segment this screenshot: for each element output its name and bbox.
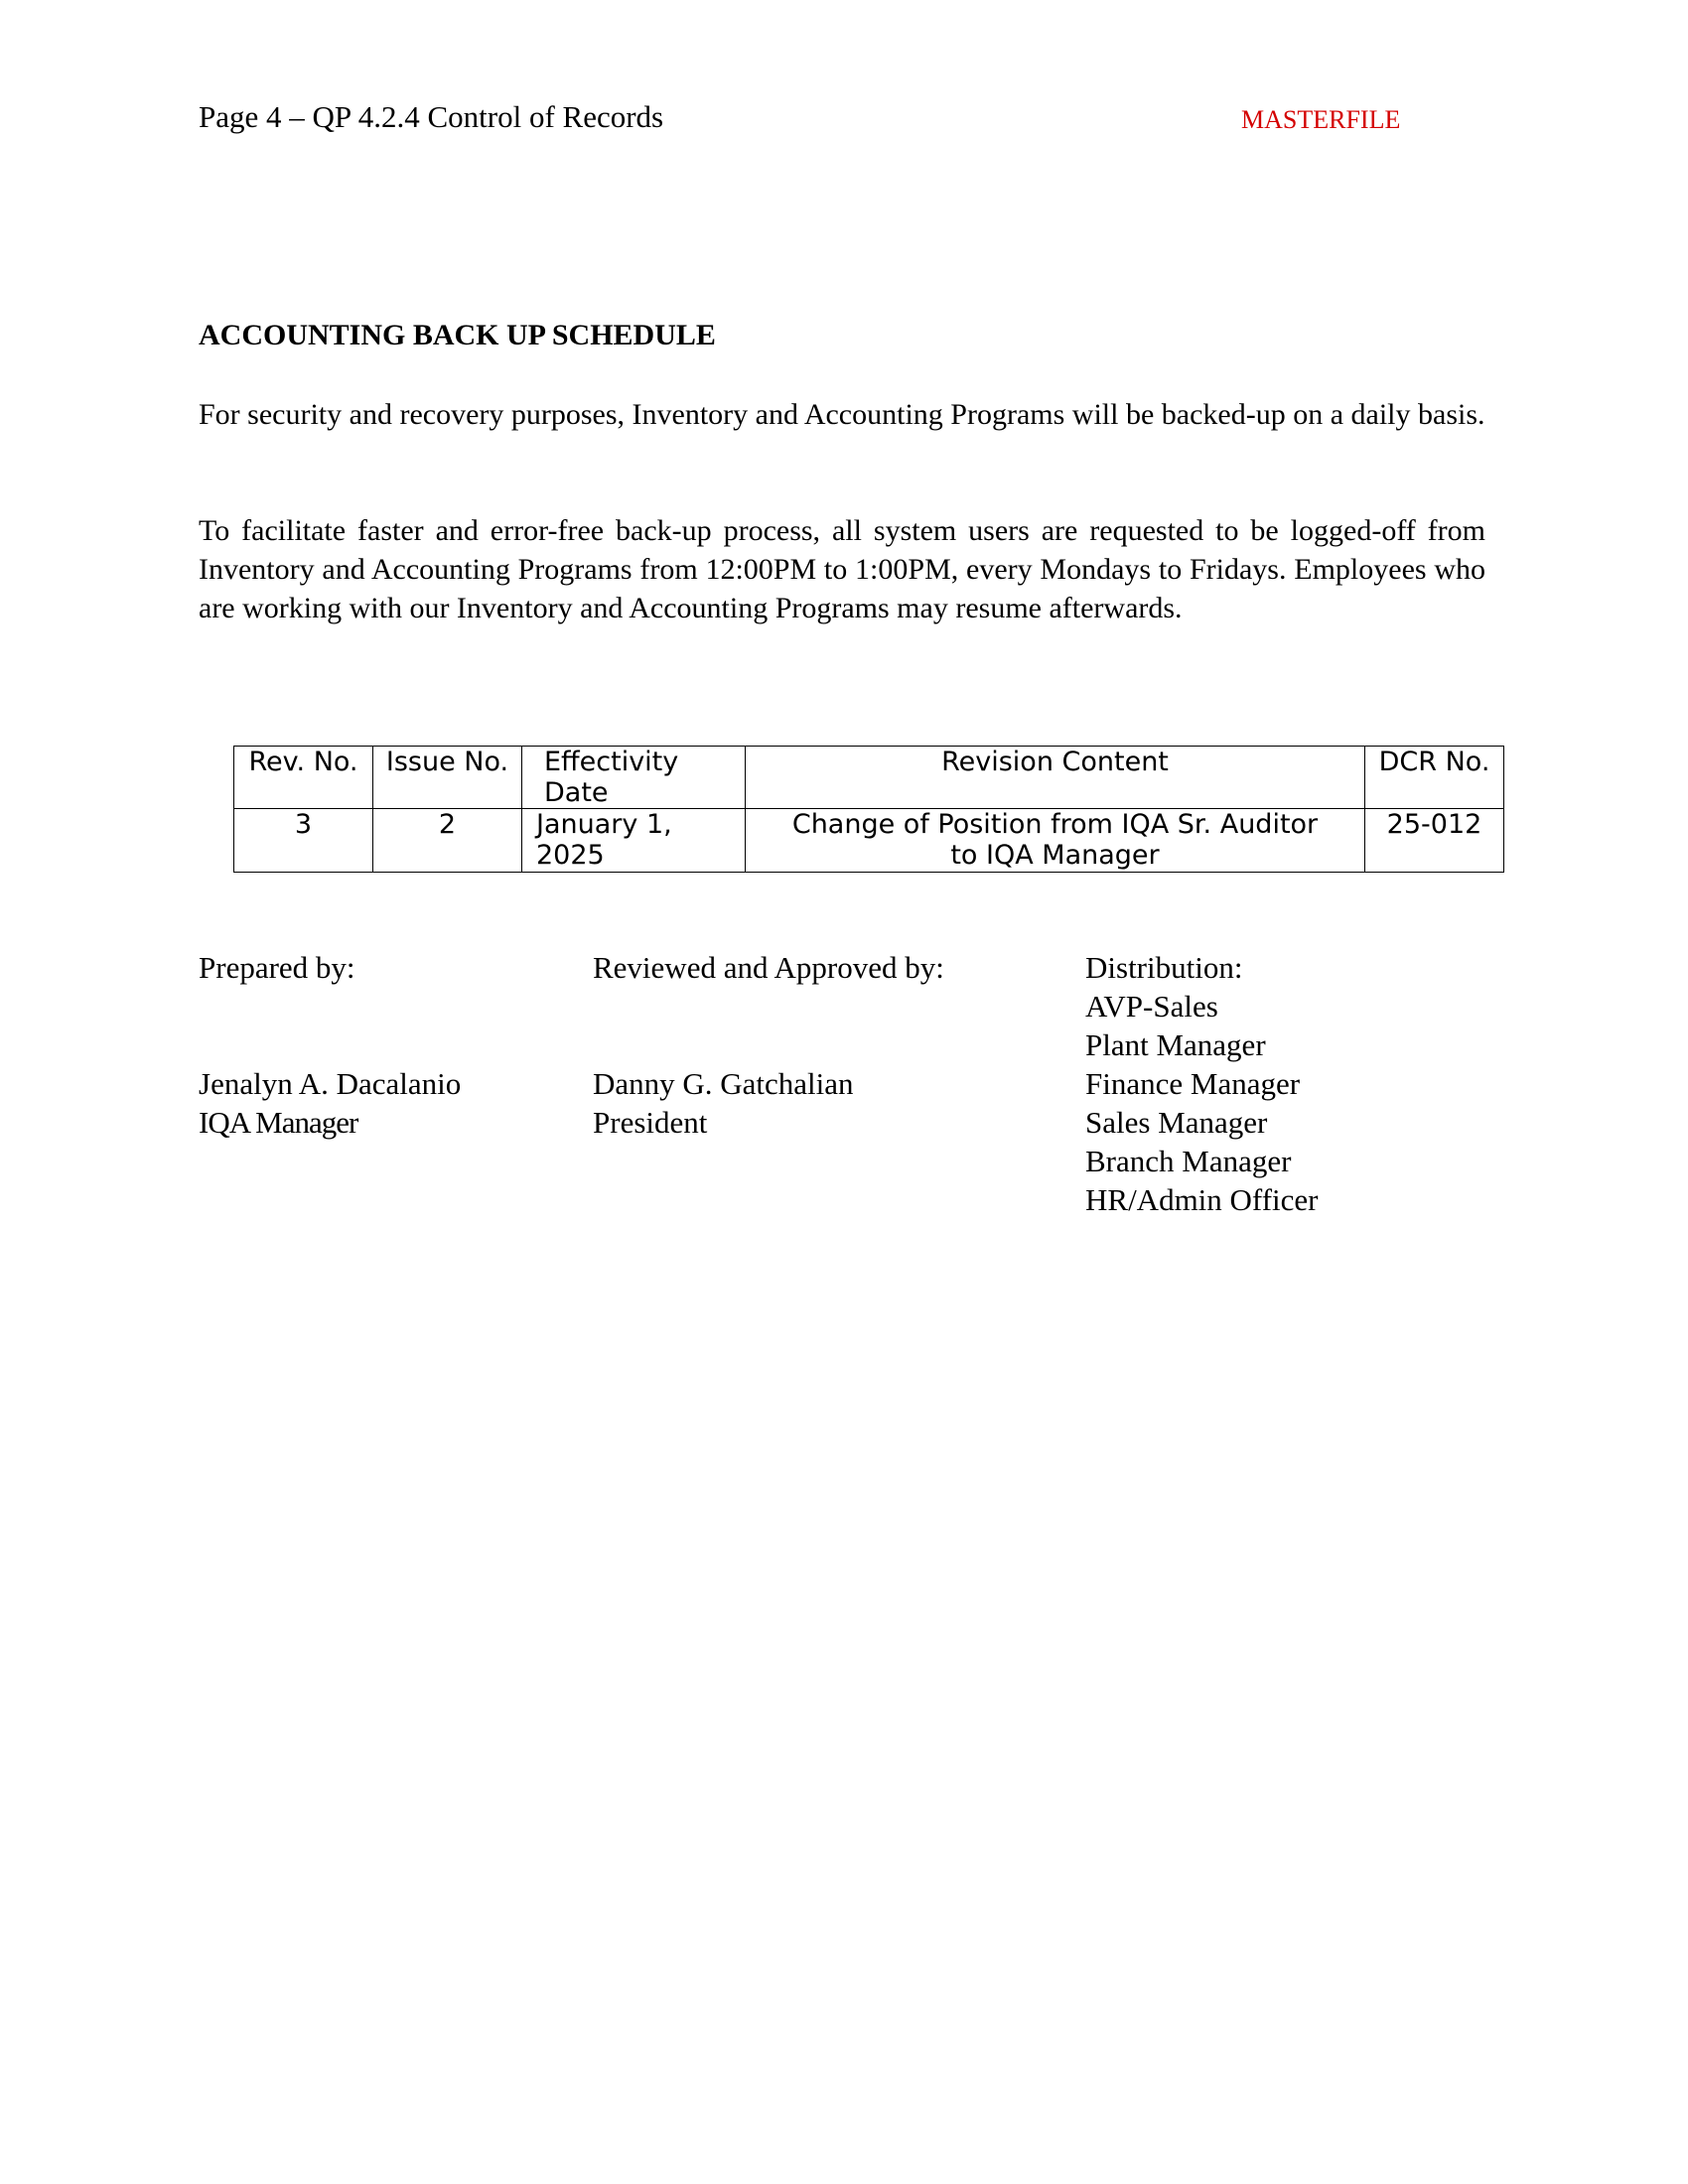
section-heading: ACCOUNTING BACK UP SCHEDULE (199, 319, 716, 351)
header-dcr-no: DCR No. (1365, 747, 1504, 809)
header-rev-no: Rev. No. (234, 747, 373, 809)
distribution-label: Distribution: (1085, 950, 1243, 985)
distribution-item: Branch Manager (1085, 1144, 1292, 1178)
header-effectivity-date: Effectivity Date (522, 747, 746, 809)
distribution-item: Finance Manager (1085, 1066, 1301, 1101)
reviewed-by-position: President (593, 1105, 708, 1140)
distribution-item: Plant Manager (1085, 1027, 1266, 1062)
prepared-by-name: Jenalyn A. Dacalanio (199, 1066, 462, 1101)
reviewed-by-block (593, 948, 944, 1142)
cell-rev-no: 3 (234, 809, 373, 873)
masterfile-stamp: MASTERFILE (1241, 105, 1401, 134)
reviewed-by-label: Reviewed and Approved by: (593, 950, 944, 985)
header-issue-no: Issue No. (373, 747, 522, 809)
page-header-title: Page 4 – QP 4.2.4 Control of Records (199, 99, 664, 134)
revision-table (233, 746, 1504, 873)
distribution-item: AVP-Sales (1085, 989, 1218, 1024)
cell-revision-content: Change of Position from IQA Sr. Auditor to IQA Manager (746, 809, 1365, 873)
cell-dcr-no: 25-012 (1365, 809, 1504, 873)
paragraph-backup-purpose: For security and recovery purposes, Inventory and Accounting Programs will be backed-up on a daily basis. (199, 398, 1485, 431)
distribution-block (1085, 948, 1318, 1219)
table-header-row (234, 747, 1504, 809)
prepared-by-block (199, 948, 461, 1142)
cell-effectivity-date: January 1, 2025 (522, 809, 746, 873)
header-revision-content: Revision Content (746, 747, 1365, 809)
prepared-by-position: IQA Manager (199, 1105, 358, 1140)
cell-issue-no: 2 (373, 809, 522, 873)
table-row (234, 809, 1504, 873)
distribution-item: Sales Manager (1085, 1105, 1268, 1140)
paragraph-logoff-instructions: To facilitate faster and error-free back-up process, all system users are requested to be logged-off from Inventory and Accounting Programs from 12:00PM to 1:00PM, every Mondays to Fridays. Employees who are working with our Inventory and Accounting Programs may resume afterwards. (199, 514, 1485, 624)
prepared-by-label: Prepared by: (199, 950, 355, 985)
reviewed-by-name: Danny G. Gatchalian (593, 1066, 854, 1101)
distribution-item: HR/Admin Officer (1085, 1182, 1319, 1217)
